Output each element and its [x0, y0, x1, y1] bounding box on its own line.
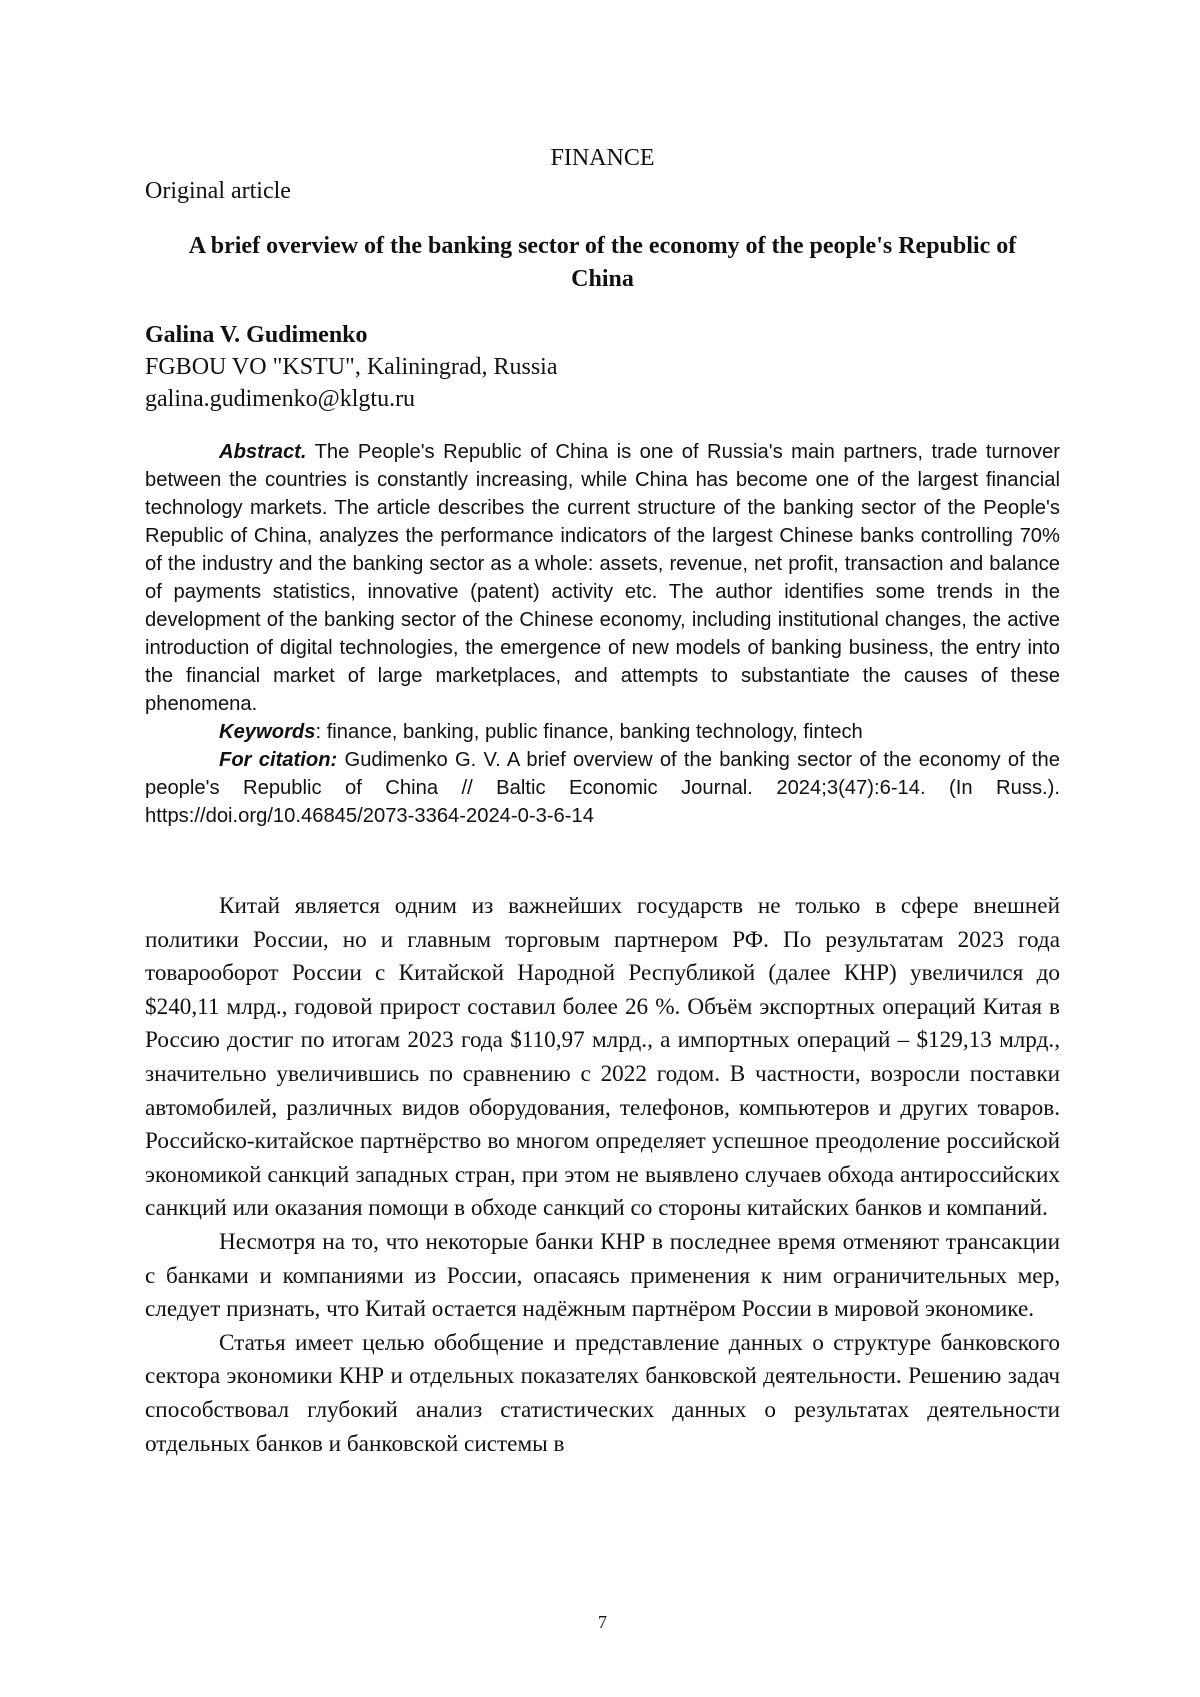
citation-paragraph [145, 746, 1060, 830]
body-paragraph: Статья имеет целью обобщение и представление данных о структуре банковского сектора экономики КНР и отдельных показателях банковской деятельности. Решению задач способствовал глубокий анализ статистических данных о результатах деятельности отдельных банков и банковской системы в [145, 1329, 1060, 1457]
body-paragraph: Несмотря на то, что некоторые банки КНР в последнее время отменяют трансакции с банками и компаниями из России, опасаясь применения к ним ограничительных мер, следует признать, что Китай остается надёжным партнёром России в мировой экономике. [145, 1228, 1060, 1323]
keywords-label: Keywords [219, 721, 316, 743]
article-type-label: Original article [145, 178, 291, 204]
author-email: galina.gudimenko@klgtu.ru [145, 386, 416, 412]
article-page [145, 0, 1060, 1697]
article-title: A brief overview of the banking sector of the economy of the people's Republic of China [188, 233, 1017, 292]
article-body [145, 890, 1060, 1461]
abstract-text: The People's Republic of China is one of Russia's main partners, trade turnover between the countries is constantly increasing, while China has become one of the largest financial technology markets. The article describes the current structure of the banking sector of the People's Republic of China, analyzes the performance indicators of the largest Chinese banks controlling 70% of the industry and the banking sector as a whole: assets, revenue, net profit, transaction and balance of payments statistics, innovative (patent) activity etc. The author identifies some trends in the development of the banking sector of the Chinese economy, including institutional changes, the active introduction of digital technologies, the emergence of new models of banking business, the entry into the financial market of large marketplaces, and attempts to substantiate the causes of these phenomena. [145, 441, 1060, 715]
keywords-paragraph [145, 718, 1060, 746]
abstract-section [145, 438, 1060, 830]
body-paragraph: Китай является одним из важнейших государств не только в сфере внешней политики России, но и главным торговым партнером РФ. По результатам 2023 года товарооборот России с Китайской Народной Республикой (далее КНР) увеличился до $240,11 млрд., годовой прирост составил более 26 %. Объём экспортных операций Китая в Россию достиг по итогам 2023 года $110,97 млрд., а импортных операций – $129,13 млрд., значительно увеличившись по сравнению с 2022 годом. В частности, возросли поставки автомобилей, различных видов оборудования, телефонов, компьютеров и других товаров. Российско-китайское партнёрство во многом определяет успешное преодоление российской экономикой санкций западных стран, при этом не выявлено случаев обхода антироссийских санкций или оказания помощи в обходе санкций со стороны китайских банков и компаний. [145, 893, 1060, 1222]
section-heading: FINANCE [550, 145, 655, 171]
keywords-text: : finance, banking, public finance, banking technology, fintech [315, 721, 863, 743]
abstract-label: Abstract. [219, 441, 307, 463]
citation-text: Gudimenko G. V. A brief overview of the banking sector of the economy of the people's Republic of China // Baltic Economic Journal. 2024;3(47):6-14. (In Russ.). https://doi.org/10.46845/2073-3364-2024-0-3-6-14 [145, 749, 1060, 827]
author-affiliation: FGBOU VO "KSTU", Kaliningrad, Russia [145, 354, 558, 380]
author-name: Galina V. Gudimenko [145, 322, 368, 348]
page-number: 7 [598, 1612, 607, 1632]
abstract-paragraph [145, 438, 1060, 718]
citation-label: For citation: [219, 749, 338, 771]
